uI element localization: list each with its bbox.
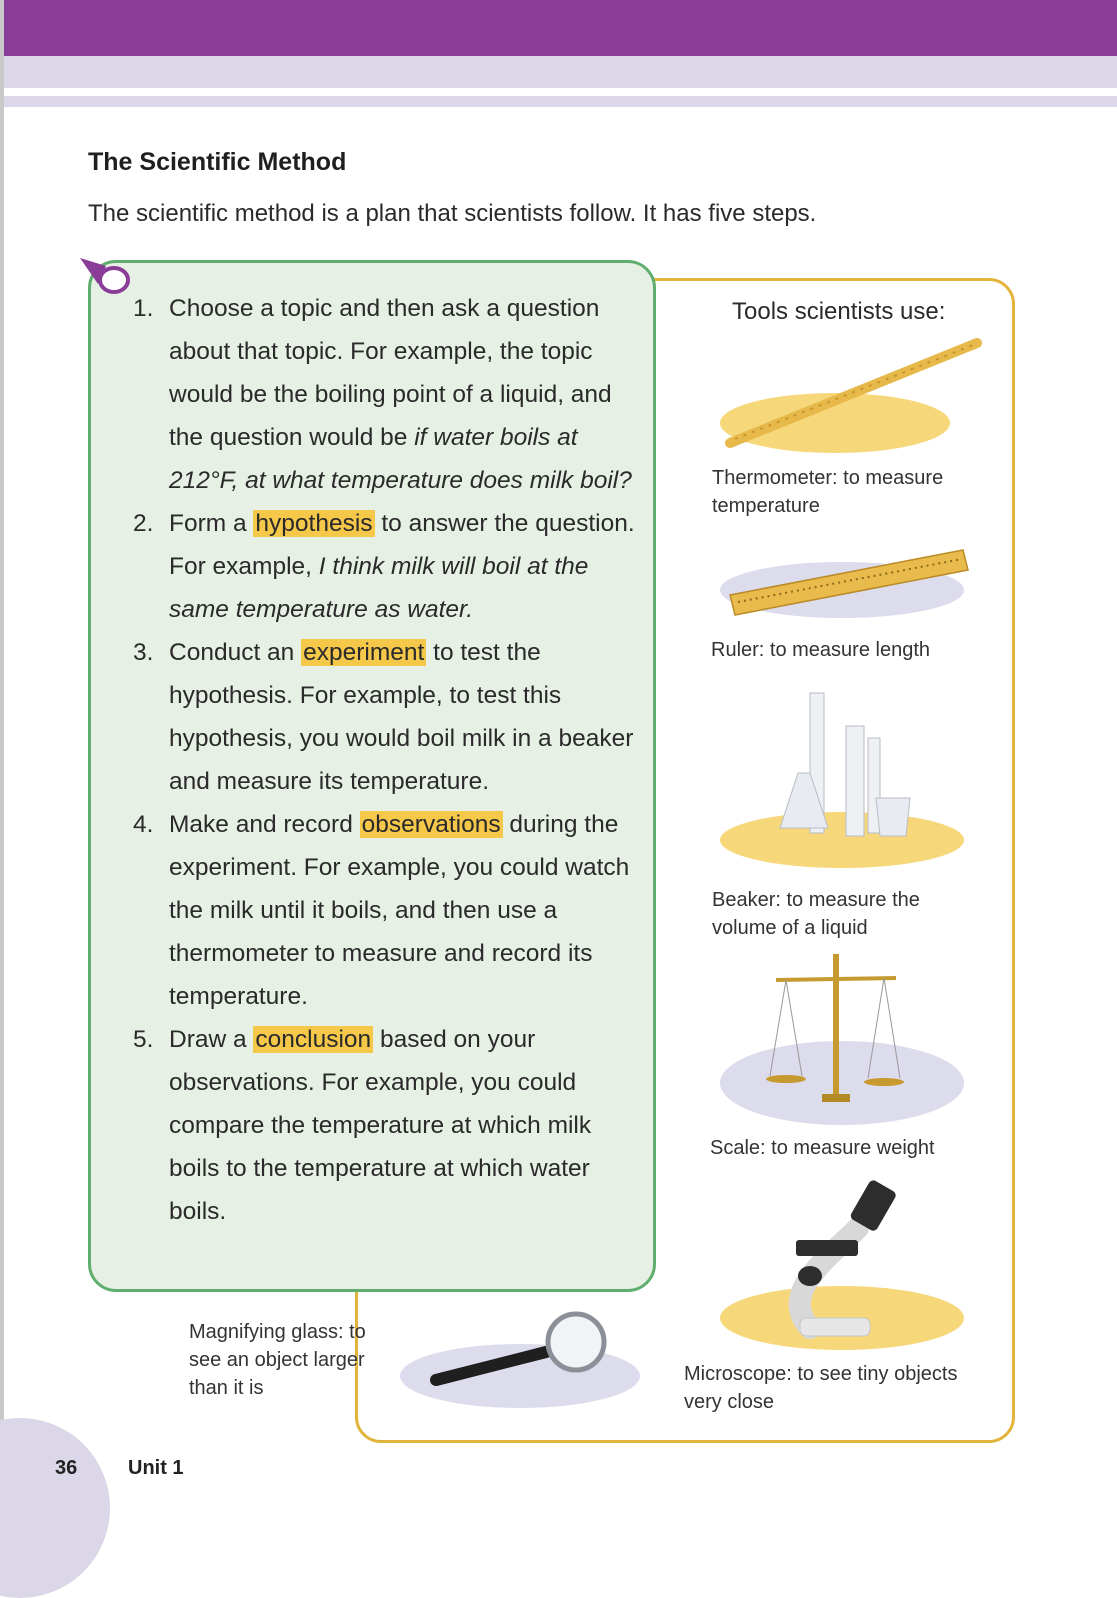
step-number: 1. [133,295,154,322]
step-text-2: to answer the question. For example, [169,510,635,580]
tools-title: Tools scientists use: [732,298,946,325]
step-item [133,502,643,631]
step-text: Form a [169,510,254,537]
step-text-2: based on your observations. For example, you could compare the temperature at which milk boils to the temperature at which water boils. [169,1026,592,1225]
step-item [133,287,643,502]
magnifying-glass-caption-line2: see an object larger [189,1349,365,1371]
beaker-caption-line1: Beaker: to measure the [712,889,920,911]
unit-label: Unit 1 [128,1457,184,1479]
vocab-term-observations: observations [361,811,501,838]
page-number: 36 [55,1457,78,1479]
page-edge [0,0,4,1521]
scale-caption [710,1134,935,1162]
ruler-caption [711,636,930,664]
scale-caption-line1: Scale: to measure weight [710,1137,935,1159]
beaker-caption [712,886,920,942]
step-text: Choose a topic and then ask a question about that topic. For example, the topic would be the boiling point of a liquid, and the question would be [169,295,612,451]
magnifying-glass-illustration [398,1310,644,1410]
magnifying-glass-caption-line1: Magnifying glass: to [189,1321,366,1343]
vocab-term-conclusion: conclusion [255,1026,372,1053]
beaker [876,798,910,836]
scale-base [822,1094,850,1102]
thermometer-caption-line2: temperature [712,495,820,517]
step-text: Conduct an [169,639,302,666]
scale-left-pan [766,1075,806,1083]
vocab-term-experiment: experiment [303,639,425,666]
beaker-caption-line2: volume of a liquid [712,917,868,939]
microscope-caption [684,1360,957,1416]
page-number-circle [0,1418,110,1598]
scale-beam [776,978,896,980]
thermometer-caption-line1: Thermometer: to measure [712,467,944,489]
step-number: 2. [133,510,154,537]
microscope-base [800,1318,870,1336]
step-item [133,631,643,803]
step-number: 5. [133,1026,154,1053]
step-text-2: during the experiment. For example, you could watch the milk until it boils, and then use a thermometer to measure and record its temperature. [169,811,630,1010]
section-title: The Scientific Method [88,148,347,176]
vocab-term-hypothesis: hypothesis [255,510,373,537]
step-item [133,1018,643,1233]
microscope-stage [796,1240,858,1256]
header-band [4,0,1117,56]
beaker-illustration [718,688,970,873]
header-lavender-band [4,56,1117,88]
steps-list [133,287,643,1233]
ruler-illustration [718,540,970,625]
microscope-knob [798,1266,822,1286]
microscope-illustration [718,1168,970,1353]
step-example: if water boils at 212°F, at what temperature does milk boil? [169,424,632,494]
step-item [133,803,643,1018]
intro-text: The scientific method is a plan that scientists follow. It has five steps. [88,200,817,227]
thermometer-illustration [715,335,985,460]
scale-illustration [718,948,970,1126]
step-text: Draw a [169,1026,254,1053]
tall-cylinder [846,726,864,836]
header-lavender-line [4,96,1117,107]
thermometer-caption [712,464,943,520]
steps-panel [88,260,656,1292]
step-example: I think milk will boil at the same temperature as water. [169,553,589,623]
magnifying-glass-caption-line3: than it is [189,1377,264,1399]
step-number: 3. [133,639,154,666]
step-text: Make and record [169,811,360,838]
beaker-shadow [720,812,964,868]
flashlight-icon [76,250,138,300]
magnifying-glass-caption [189,1318,366,1402]
scale-right-pan [864,1078,904,1086]
ruler-caption-line1: Ruler: to measure length [711,639,931,661]
magnifying-glass-lens [548,1314,604,1370]
step-text-2: to test the hypothesis. For example, to test this hypothesis, you would boil milk in a beaker and measure its temperature. [169,639,634,795]
microscope-caption-line2: very close [684,1391,775,1413]
step-number: 4. [133,811,154,838]
microscope-caption-line1: Microscope: to see tiny objects [684,1363,958,1385]
scale-shadow [720,1041,964,1125]
